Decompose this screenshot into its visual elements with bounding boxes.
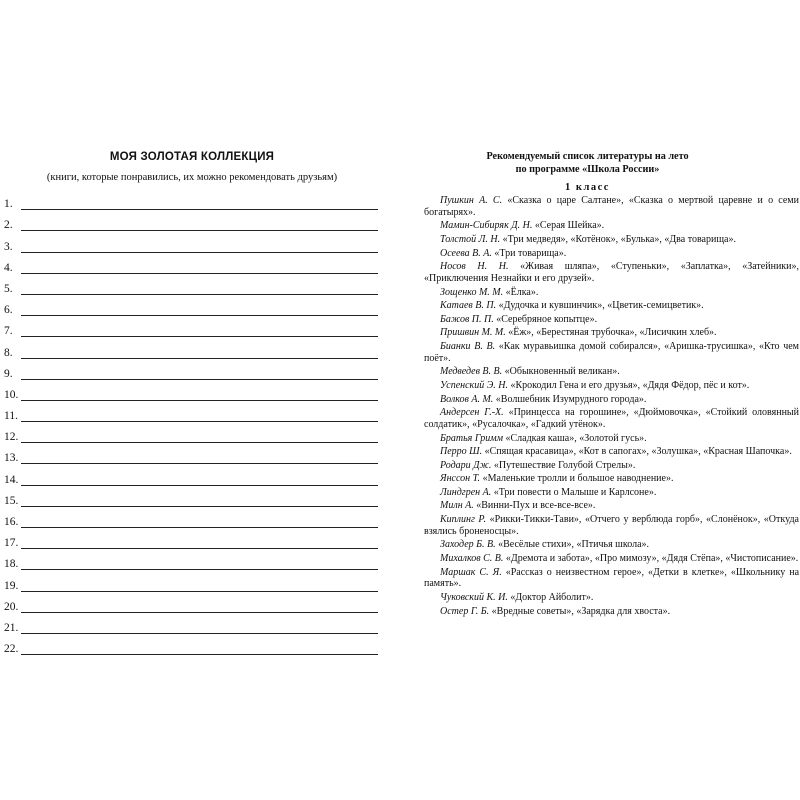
writing-line[interactable]: [21, 390, 378, 401]
book-author: Андерсен Г.-Х.: [440, 407, 504, 419]
blank-line[interactable]: [4, 486, 378, 507]
writing-line[interactable]: [21, 242, 378, 253]
book-entry: [424, 514, 799, 538]
book-titles: «Серая Шейка».: [534, 220, 605, 232]
book-entry: [424, 446, 799, 458]
line-number: 1.: [4, 198, 13, 211]
blank-line[interactable]: [4, 464, 378, 485]
blank-line[interactable]: [4, 337, 378, 358]
line-number: 15.: [4, 494, 19, 507]
book-author: Мамин-Сибиряк Д. Н.: [440, 220, 533, 232]
book-author: Перро Ш.: [440, 446, 483, 458]
writing-line[interactable]: [21, 284, 378, 295]
book-titles: «Винни-Пух и все-все-все».: [476, 500, 596, 512]
book-author: Родари Дж.: [440, 459, 492, 471]
line-number: 2.: [4, 219, 13, 232]
blank-line[interactable]: [4, 570, 378, 591]
writing-line[interactable]: [21, 559, 378, 570]
book-titles: «Крокодил Гена и его друзья», «Дядя Фёдор, пёс и кот».: [510, 379, 750, 391]
writing-line[interactable]: [21, 517, 378, 528]
line-number: 5.: [4, 282, 13, 295]
book-titles: «Дремота и забота», «Про мимозу», «Дядя Стёпа», «Чистописание».: [505, 553, 799, 565]
line-number: 6.: [4, 304, 13, 317]
line-number: 10.: [4, 388, 19, 401]
book-titles: «Живая шляпа», «Ступеньки», «Заплатка», «Затейники», «Приключения Незнайки и его друзей».: [424, 261, 800, 284]
line-number: 21.: [4, 621, 19, 634]
book-titles: «Как муравьишка домой собирался», «Аришка-трусишка», «Кто чем поёт».: [424, 340, 799, 364]
book-entry: [424, 433, 799, 445]
blank-line[interactable]: [4, 507, 378, 528]
writing-line[interactable]: [21, 220, 378, 231]
book-entry: [424, 195, 799, 219]
book-entry: [424, 592, 799, 604]
writing-line[interactable]: [21, 496, 378, 507]
line-number: 20.: [4, 600, 19, 613]
blank-line[interactable]: [4, 401, 378, 422]
book-author: Киплинг Р.: [440, 514, 487, 526]
blank-line[interactable]: [4, 592, 378, 613]
book-titles: «Сказка о царе Салтане», «Сказка о мертвой царевне и о семи богатырях».: [424, 195, 799, 218]
book-author: Успенский Э. Н.: [440, 379, 508, 391]
book-titles: «Путешествие Голубой Стрелы».: [493, 459, 636, 471]
book-titles: «Три товарища».: [494, 247, 567, 259]
blank-line[interactable]: [4, 316, 378, 337]
book-author: Осеева В. А.: [440, 247, 492, 259]
line-number: 16.: [4, 516, 19, 528]
book-entry: [424, 261, 799, 285]
book-author: Пушкин А. С.: [440, 195, 503, 206]
book-titles: «Сладкая каша», «Золотой гусь».: [505, 432, 647, 444]
blank-line[interactable]: [4, 231, 378, 252]
blank-line[interactable]: [4, 210, 378, 231]
book-author: Медведев В. В.: [440, 366, 503, 378]
book-author: Маршак С. Я.: [440, 566, 502, 578]
book-entry: [424, 553, 799, 565]
book-author: Зощенко М. М.: [440, 286, 504, 298]
blank-line[interactable]: [4, 613, 378, 634]
writing-line[interactable]: [21, 199, 378, 210]
book-entry: [424, 327, 799, 339]
blank-line[interactable]: [4, 422, 378, 443]
book-author: Линдгрен А.: [440, 486, 492, 498]
book-entry: [424, 500, 799, 512]
blank-line[interactable]: [4, 253, 378, 274]
book-titles: «Дудочка и кувшинчик», «Цветик-семицветик».: [498, 300, 704, 312]
right-page: [400, 0, 800, 800]
book-author: Пришвин М. М.: [440, 327, 506, 339]
book-titles: «Спящая красавица», «Кот в сапогах», «Золушка», «Красная Шапочка».: [484, 446, 792, 458]
book-entry: [424, 606, 799, 618]
writing-line[interactable]: [21, 475, 378, 486]
writing-line[interactable]: [21, 305, 378, 316]
writing-line[interactable]: [21, 432, 378, 443]
book-entry: [424, 460, 799, 472]
line-number: 13.: [4, 452, 19, 465]
writing-line[interactable]: [21, 411, 378, 422]
collection-title: МОЯ ЗОЛОТАЯ КОЛЛЕКЦИЯ: [109, 151, 275, 163]
line-number: 19.: [4, 579, 19, 592]
line-number: 11.: [4, 410, 18, 423]
reading-list-title: [400, 150, 775, 176]
writing-line[interactable]: [21, 644, 378, 655]
book-author: Михалков С. В.: [440, 553, 504, 565]
blank-lines-list: [4, 189, 378, 655]
book-titles: «Вредные советы», «Зарядка для хвоста».: [491, 605, 671, 617]
writing-line[interactable]: [21, 538, 378, 549]
book-author: Янссон Т.: [440, 473, 481, 485]
blank-line[interactable]: [4, 295, 378, 316]
line-number: 12.: [4, 431, 19, 444]
book-author: Остер Г. Б.: [440, 605, 490, 617]
blank-line[interactable]: [4, 528, 378, 549]
writing-line[interactable]: [21, 623, 378, 634]
line-number: 18.: [4, 558, 19, 571]
book-entry: [424, 314, 799, 326]
blank-line[interactable]: [4, 359, 378, 380]
book-entry: [424, 220, 799, 232]
book-author: Заходер Б. В.: [440, 539, 496, 551]
book-author: Катаев В. П.: [440, 300, 497, 312]
line-number: 3.: [4, 240, 13, 253]
reading-list-title-line2: по программе «Школа России»: [515, 164, 660, 175]
book-titles: «Волшебник Изумрудного города».: [495, 393, 647, 405]
book-author: Милн А.: [440, 500, 474, 512]
line-number: 9.: [4, 367, 13, 380]
book-titles: «Ёж», «Берестяная трубочка», «Лисичкин хлеб».: [508, 327, 717, 339]
line-number: 7.: [4, 325, 13, 338]
writing-line[interactable]: [21, 263, 378, 274]
book-author: Волков А. М.: [440, 393, 494, 405]
book-titles: «Три медведя», «Котёнок», «Булька», «Два товарища».: [502, 233, 736, 245]
line-number: 8.: [4, 346, 13, 359]
book-titles: «Три повести о Малыше и Карлсоне».: [493, 486, 657, 498]
book-author: Чуковский К. И.: [440, 592, 508, 604]
reading-list-title-line1: Рекомендуемый список литературы на лето: [486, 151, 689, 162]
blank-line[interactable]: [4, 274, 378, 295]
blank-line[interactable]: [4, 634, 378, 655]
book-entry: [424, 567, 799, 591]
blank-line[interactable]: [4, 549, 378, 570]
line-number: 22.: [4, 643, 19, 656]
book-author: Бажов П. П.: [440, 313, 494, 325]
line-number: 17.: [4, 537, 19, 550]
book-titles: «Весёлые стихи», «Птичья школа».: [498, 539, 650, 551]
book-entry: [424, 248, 799, 260]
book-author: Братья Гримм: [440, 432, 503, 444]
book-entry: [424, 473, 799, 485]
book-entry: [424, 234, 799, 246]
book-entry: [424, 366, 799, 378]
writing-line[interactable]: [21, 326, 378, 337]
book-entry: [424, 407, 799, 431]
book-author: Бианки В. В.: [440, 340, 496, 352]
book-entry: [424, 487, 799, 499]
collection-subtitle: (книги, которые понравились, их можно рекомендовать друзьям): [46, 172, 338, 183]
book-titles: «Обыкновенный великан».: [504, 366, 620, 378]
writing-line[interactable]: [21, 369, 378, 380]
book-entry: [424, 380, 799, 392]
book-titles: «Рикки-Тикки-Тави», «Отчего у верблюда горб», «Слонёнок», «Откуда взялись броненосцы».: [424, 514, 799, 537]
book-titles: «Рассказ о неизвестном герое», «Детки в клетке», «Школьнику на память».: [424, 566, 800, 590]
writing-line[interactable]: [21, 602, 378, 613]
blank-line[interactable]: [4, 380, 378, 401]
blank-line[interactable]: [4, 189, 378, 210]
book-entry: [424, 394, 799, 406]
book-titles: «Принцесса на горошине», «Дюймовочка», «Стойкий оловянный солдатик», «Русалочка», «Гадкий утёнок».: [424, 407, 800, 430]
book-entry: [424, 287, 799, 299]
book-titles: «Доктор Айболит».: [510, 592, 594, 604]
book-titles: «Ёлка».: [505, 286, 539, 298]
writing-line[interactable]: [21, 348, 378, 359]
line-number: 14.: [4, 473, 19, 486]
book-author: Толстой Л. Н.: [440, 233, 501, 245]
book-titles: «Серебряное копытце».: [496, 313, 598, 325]
writing-line[interactable]: [21, 453, 378, 464]
book-entry: [424, 300, 799, 312]
writing-line[interactable]: [21, 581, 378, 592]
book-entry: [424, 341, 799, 365]
blank-line[interactable]: [4, 443, 378, 464]
line-number: 4.: [4, 261, 13, 274]
book-author: Носов Н. Н.: [440, 261, 509, 273]
book-titles: «Маленькие тролли и большое наводнение».: [482, 473, 674, 485]
book-entry: [424, 539, 799, 551]
book-list: [424, 195, 799, 619]
grade-heading: 1 класс: [565, 182, 610, 193]
